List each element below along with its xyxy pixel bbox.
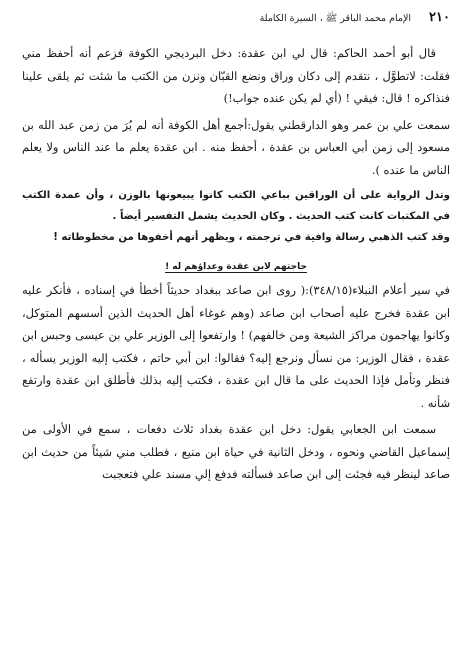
- document-page: [22, 10, 450, 486]
- running-title: الإمام محمد الباقر ﷺ ، السيرة الكاملة: [259, 13, 412, 24]
- subheading-text: حاجتهم لابن عقدة وعداؤهم له !: [165, 262, 307, 272]
- paragraph-hakim: قال أبو أحمد الحاكم: قال لي ابن عقدة: دخل البرديجي الكوفة فزعم أنه أحفظ مني فقلت: لاتطوَّل ، نتقدم إلى دكان وراق ونضع القبّان ونزن من الكتب ما شئت ثم يلقى علينا فنذاكره ! قال: فيقي ! (أي لم يكن عنده جواب!): [22, 46, 450, 105]
- paragraph-jiabi: سمعت ابن الجعابي يقول: دخل ابن عقدة بغداد ثلاث دفعات ، سمع في الأولى من إسماعيل القاضي ونحوه ، ودخل الثانية في حياة ابن منيع ، فطلب مني شيئاً من حديث ابن صاعد لينظر فيه فجئت إلى ابن صاعد فسألته فدفع إلي مسند علي فتعجبت: [22, 422, 450, 481]
- paragraph-siyar: في سير أعلام النبلاء(٣٤٨/١٥):( روى ابن صاعد ببغداد حديثاً أخطأ في إسناده ، فأنكر عليه ابن عقدة فخرج عليه أصحاب ابن صاعد (وهم غوغاء أهل الحديث الذين أسسهم المتوكل، وكانوا يهاجمون مراكز الشيعة ومن خالفهم) ! وارتفعوا إلى الوزير علي بن عيسى وحبس ابن عقدة ، فقال الوزير: من نسأل ونرجع إليه؟ فقالوا: ابن أبي حاتم ، فكتب إليه الوزير يسأله ، فنظر وتأمل فإذا الحديث على ما قال ابن عقدة ، فكتب إليه بذلك فأطلق ابن عقدة وارتفع شأنه .: [22, 283, 450, 410]
- section-subheading: [22, 254, 450, 273]
- note-dhahabi: وقد كتب الذهبي رسالة وافية في ترجمته ، ويظهر أنهم أخفوها من مخطوطاته !: [53, 232, 450, 243]
- paragraph-daraqutni: سمعت علي بن عمر وهو الدارقطني يقول:أجمع أهل الكوفة أنه لم يُرَ من زمن عبد الله بن مسعود إلى زمن أبي العباس بن عقدة ، أحفظ منه . ابن عقدة يعلم ما عند الناس ولا يعلم الناس ما عنده ).: [22, 117, 450, 177]
- page-number: ٢١٠: [429, 10, 450, 25]
- page-header: [22, 10, 450, 36]
- note-warraqin: وتدل الرواية على أن الوراقين بباعي الكتب كانوا يبيعونها بالوزن ، وأن عمدة الكتب في المكتبات كانت كتب الحديث . وكان الحديث يشمل التفسير أيضاً .: [22, 190, 450, 222]
